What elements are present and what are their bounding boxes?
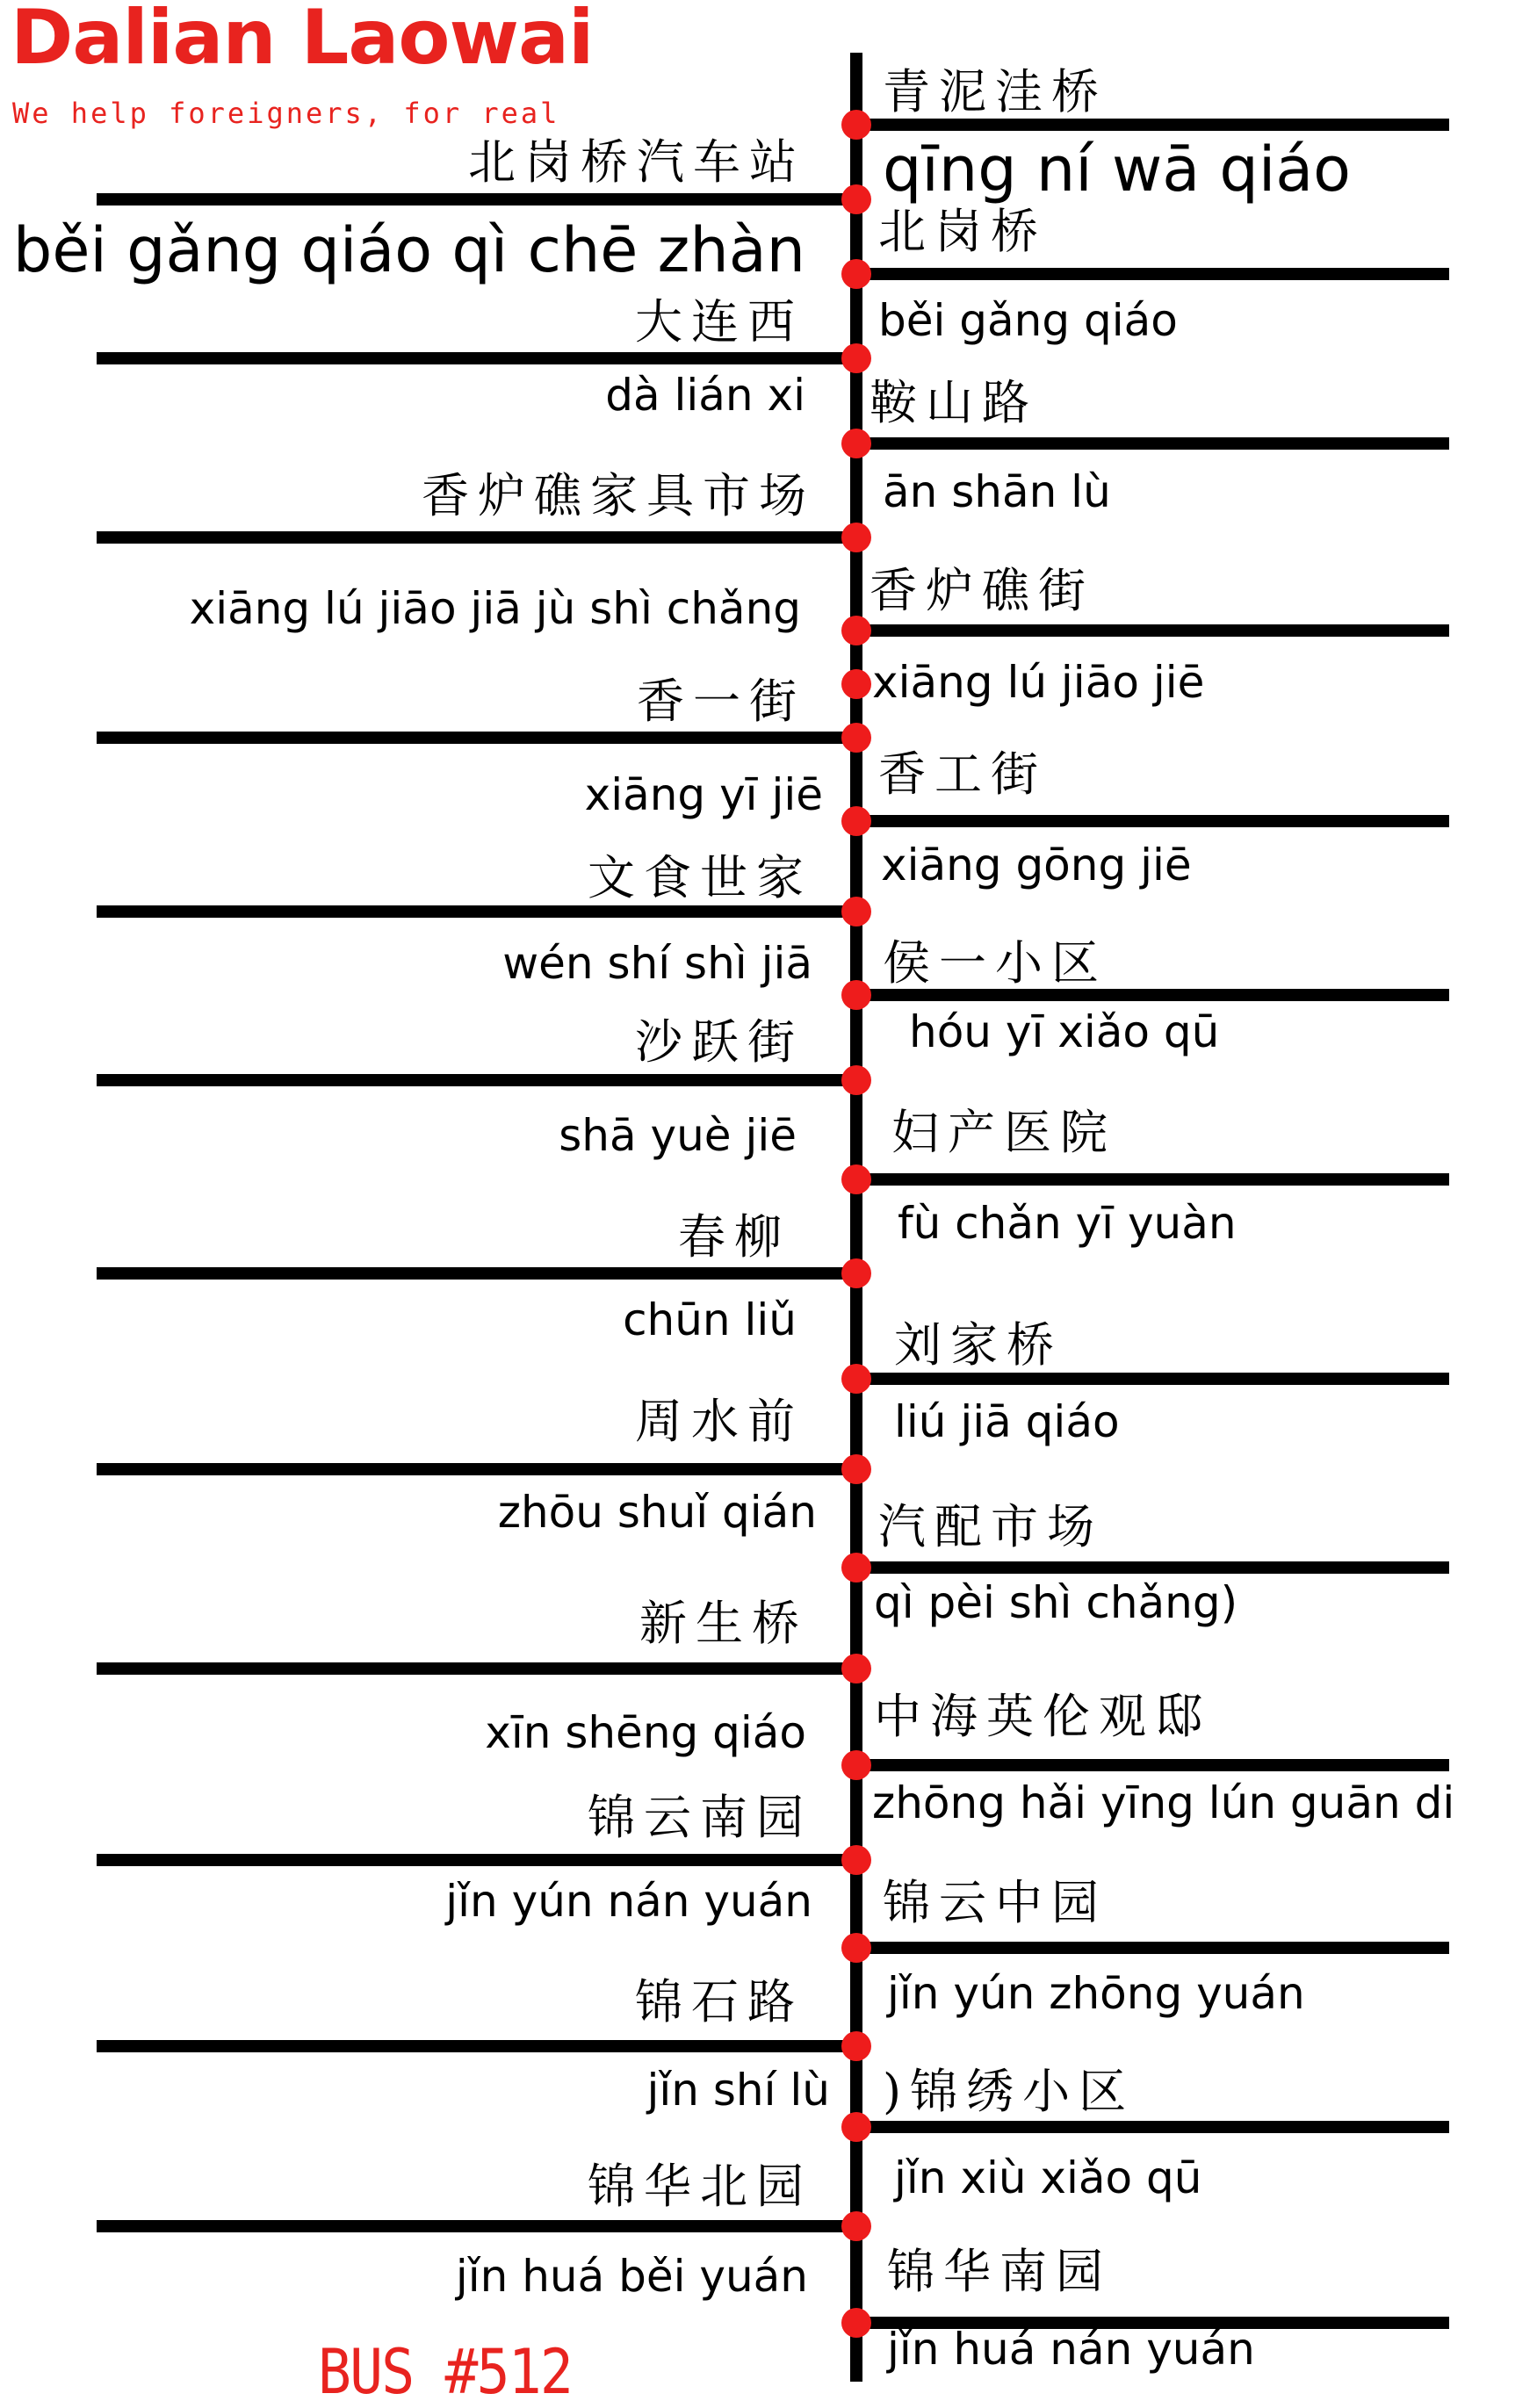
stop-name-chinese: 北岗桥汽车站	[468, 134, 805, 190]
stop-dot	[841, 1065, 871, 1095]
stop-name-chinese: 侯一小区	[883, 935, 1108, 991]
stop-dot	[841, 1258, 871, 1288]
stop-name-pinyin: jǐn huá nán yuán	[887, 2324, 1255, 2375]
stop-name-pinyin: xiāng gōng jiē	[881, 840, 1192, 890]
stop-dot	[841, 2112, 871, 2142]
stop-name-pinyin: chūn liǔ	[623, 1294, 797, 1345]
stop-dot	[841, 806, 871, 836]
stop-name-chinese: 锦石路	[635, 1974, 804, 2029]
stop-dot	[841, 2031, 871, 2061]
stop-name-chinese: 汽配市场	[878, 1499, 1103, 1554]
stop-name-pinyin: dà lián xi	[605, 370, 805, 421]
stop-dot	[841, 1553, 871, 1583]
stop-name-chinese: 锦华南园	[887, 2244, 1112, 2299]
stop-name-chinese: 青泥洼桥	[883, 64, 1108, 119]
stop-dot	[841, 1364, 871, 1394]
stop-dot	[841, 723, 871, 753]
stop-name-chinese: 香一街	[637, 674, 805, 729]
stop-dot	[841, 616, 871, 645]
stop-name-pinyin: liú jiā qiáo	[894, 1396, 1120, 1447]
stop-name-pinyin: jǐn yún nán yuán	[445, 1876, 812, 1927]
stop-name-chinese: 香炉礁家具市场	[422, 468, 815, 523]
stop-dot	[841, 2211, 871, 2241]
stop-name-pinyin: wén shí shì jiā	[502, 938, 812, 989]
stop-name-pinyin: xiāng lú jiāo jiē	[872, 657, 1205, 708]
stop-name-chinese: 春柳	[678, 1209, 790, 1265]
stop-name-chinese: 锦云中园	[883, 1875, 1108, 1930]
stop-dot	[841, 429, 871, 458]
stop-name-chinese: 文食世家	[588, 850, 812, 905]
stop-dot	[841, 1654, 871, 1683]
stop-name-pinyin: hóu yī xiǎo qū	[909, 1006, 1220, 1057]
stop-dot	[841, 110, 871, 140]
brand-tagline: We help foreigners, for real	[12, 97, 560, 130]
stop-name-chinese: 锦华北园	[588, 2159, 812, 2214]
stop-name-pinyin: jǐn shí lù	[646, 2065, 830, 2116]
stop-name-pinyin: jǐn yún zhōng yuán	[887, 1968, 1305, 2019]
stop-dot	[841, 1845, 871, 1875]
stop-name-pinyin: běi gǎng qiáo qì chē zhàn	[12, 214, 805, 286]
stop-dot	[841, 184, 871, 214]
stop-name-pinyin: běi gǎng qiáo	[878, 295, 1178, 346]
stop-name-chinese: 大连西	[635, 294, 804, 350]
stop-dot	[841, 259, 871, 289]
stop-name-chinese: 新生桥	[639, 1596, 808, 1651]
stop-name-pinyin: ān shān lù	[883, 466, 1111, 517]
stop-dot	[841, 343, 871, 373]
stop-name-chinese: 锦云南园	[588, 1790, 812, 1845]
stop-name-chinese: 周水前	[635, 1394, 804, 1449]
stop-dot	[841, 1454, 871, 1484]
stop-name-pinyin: zhōu shuǐ qián	[497, 1487, 817, 1538]
stop-dot	[841, 1164, 871, 1194]
stop-name-chinese: 沙跃街	[635, 1014, 804, 1070]
stop-name-pinyin: xīn shēng qiáo	[485, 1707, 806, 1758]
stop-name-chinese: 鞍山路	[870, 375, 1038, 430]
stop-name-pinyin: qīng ní wā qiáo	[883, 133, 1351, 205]
stop-name-chinese: 刘家桥	[894, 1317, 1063, 1373]
stop-dot	[841, 523, 871, 552]
stop-name-pinyin: jǐn xiù xiǎo qū	[894, 2152, 1202, 2203]
stop-name-pinyin: xiāng yī jiē	[584, 769, 823, 820]
stop-dot	[841, 2308, 871, 2338]
stop-name-chinese: 香工街	[878, 746, 1047, 802]
stop-dot	[841, 669, 871, 699]
stop-dot	[841, 1933, 871, 1963]
route-label: BUS #512	[318, 2336, 573, 2408]
stop-name-pinyin: qì pèi shì chǎng)	[874, 1577, 1238, 1628]
stop-name-chinese: 妇产医院	[891, 1105, 1116, 1160]
stop-dot	[841, 897, 871, 926]
stop-dot	[841, 980, 871, 1010]
stop-name-chinese: )锦绣小区	[883, 2064, 1136, 2119]
stop-name-pinyin: jǐn huá běi yuán	[455, 2251, 808, 2302]
stop-name-chinese: 香炉礁街	[870, 563, 1094, 618]
stop-name-pinyin: fù chǎn yī yuàn	[898, 1198, 1237, 1249]
stop-name-pinyin: shā yuè jiē	[559, 1110, 797, 1161]
brand-name: Dalian Laowai	[11, 0, 594, 82]
stop-name-chinese: 中海英伦观邸	[874, 1689, 1211, 1744]
stop-dot	[841, 1750, 871, 1780]
stop-name-pinyin: zhōng hǎi yīng lún guān di	[872, 1777, 1455, 1828]
stop-name-chinese: 北岗桥	[878, 204, 1047, 259]
stop-name-pinyin: xiāng lú jiāo jiā jù shì chǎng	[189, 583, 801, 634]
